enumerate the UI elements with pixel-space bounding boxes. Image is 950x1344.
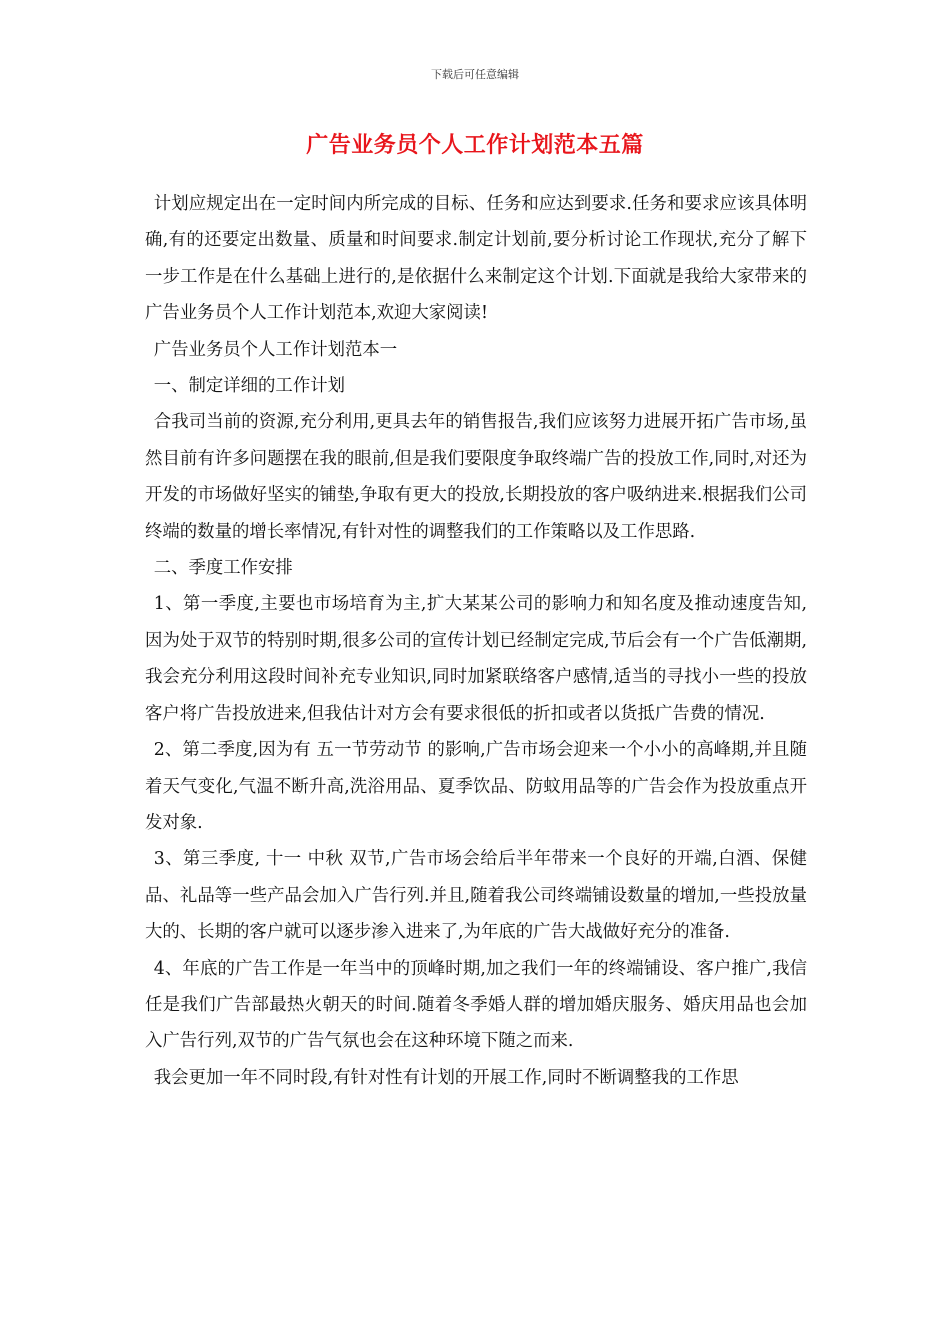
body-paragraph: 2、第二季度,因为有 五一节劳动节 的影响,广告市场会迎来一个小小的高峰期,并且随着天气变化,气温不断升高,洗浴用品、夏季饮品、防蚊用品等的广告会作为投放重点开发对象. [145,740,807,833]
section-heading: 广告业务员个人工作计划范本一 [153,339,398,360]
subheading: 二、季度工作安排 [153,558,293,579]
body-paragraph: 1、第一季度,主要也市场培育为主,扩大某某公司的影响力和知名度及推动速度告知,因为处于双节的特别时期,很多公司的宣传计划已经制定完成,节后会有一个广告低潮期,我会充分利用这段时间补充专业知识,同时加紧联络客户感情,适当的寻找小一些的投放客户将广告投放进来,但我估计对方会有要求很低的折扣或者以货抵广告费的情况. [145,594,807,724]
body-paragraph: 3、第三季度, 十一 中秋 双节,广告市场会给后半年带来一个良好的开端,白酒、保健品、礼品等一些产品会加入广告行列.并且,随着我公司终端铺设数量的增加,一些投放量大的、长期的客户就可以逐步渗入进来了,为年底的广告大战做好充分的准备. [145,849,807,943]
document-title: 广告业务员个人工作计划范本五篇 [306,133,644,158]
body-paragraph: 我会更加一年不同时段,有针对性有计划的开展工作,同时不断调整我的工作思 [153,1067,739,1088]
intro-paragraph: 计划应规定出在一定时间内所完成的目标、任务和应达到要求.任务和要求应该具体明确,有的还要定出数量、质量和时间要求.制定计划前,要分析讨论工作现状,充分了解下一步工作是在什么基础上进行的,是依据什么来制定这个计划.下面就是我给大家带来的广告业务员个人工作计划范本,欢迎大家阅读! [145,194,807,324]
header-note: 下载后可任意编辑 [431,68,519,81]
subheading: 一、制定详细的工作计划 [153,376,345,397]
document-body [145,186,807,1096]
body-paragraph: 合我司当前的资源,充分利用,更具去年的销售报告,我们应该努力进展开拓广告市场,虽然目前有许多问题摆在我的眼前,但是我们要限度争取终端广告的投放工作,同时,对还为开发的市场做好坚实的铺垫,争取有更大的投放,长期投放的客户吸纳进来.根据我们公司终端的数量的增长率情况,有针对性的调整我们的工作策略以及工作思路. [145,412,807,542]
body-paragraph: 4、年底的广告工作是一年当中的顶峰时期,加之我们一年的终端铺设、客户推广,我信任是我们广告部最热火朝天的时间.随着冬季婚人群的增加婚庆服务、婚庆用品也会加入广告行列,双节的广告气氛也会在这种环境下随之而来. [145,958,807,1052]
